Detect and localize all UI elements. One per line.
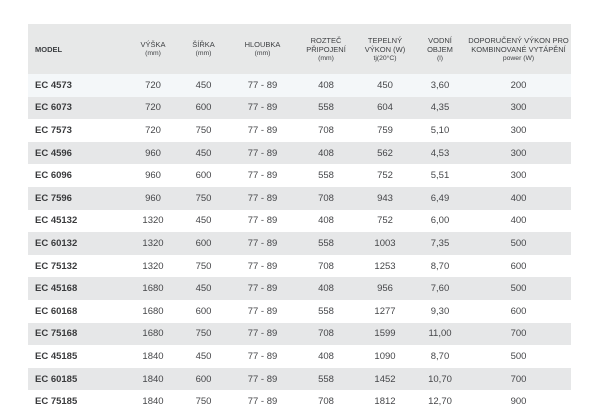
- cell-objem: 5,51: [430, 170, 450, 182]
- cell-vykon: 759: [377, 124, 393, 136]
- cell-roztec: 408: [318, 350, 334, 362]
- table-row: [28, 119, 571, 142]
- header-roztec-label-2: PŘIPOJENÍ: [306, 44, 346, 54]
- cell-hloubka: 77 - 89: [247, 350, 278, 362]
- header-sirka-unit: (mm): [195, 50, 212, 57]
- table-row: [28, 187, 571, 210]
- cell-objem: 6,00: [430, 215, 450, 227]
- cell-roztec: 708: [318, 328, 334, 340]
- header-tepelny-label-2: VÝKON (W): [364, 44, 406, 54]
- header-tepelny-label: TEPELNÝ: [367, 35, 403, 45]
- cell-hloubka: 77 - 89: [247, 260, 278, 272]
- header-doporuceny-label-2: KOMBINOVANÉ VYTÁPĚNÍ: [471, 44, 566, 54]
- cell-model: EC 60185: [35, 373, 78, 385]
- cell-doporuceny: 300: [510, 124, 527, 136]
- table-row: [28, 142, 571, 165]
- header-sirka-label: ŠÍŘKA: [192, 40, 215, 49]
- cell-sirka: 600: [195, 305, 212, 317]
- cell-hloubka: 77 - 89: [247, 305, 278, 317]
- table-row: [28, 390, 571, 413]
- cell-hloubka: 77 - 89: [247, 147, 278, 159]
- cell-objem: 9,30: [430, 305, 450, 317]
- cell-vykon: 1003: [374, 237, 396, 249]
- cell-hloubka: 77 - 89: [247, 373, 278, 385]
- cell-vykon: 752: [377, 170, 393, 182]
- cell-hloubka: 77 - 89: [247, 192, 278, 204]
- header-tepelny: [356, 24, 414, 74]
- cell-vyska: 720: [145, 124, 161, 136]
- cell-roztec: 558: [318, 373, 334, 385]
- cell-objem: 4,35: [430, 102, 450, 114]
- header-tepelny-unit: tj(20°C): [373, 54, 397, 62]
- cell-hloubka: 77 - 89: [247, 215, 278, 227]
- header-hloubka: [229, 24, 296, 74]
- cell-vykon: 956: [377, 283, 393, 295]
- cell-model: EC 4573: [35, 79, 72, 91]
- cell-model: EC 75132: [35, 260, 78, 272]
- cell-doporuceny: 300: [510, 170, 527, 182]
- cell-vykon: 1253: [374, 260, 396, 272]
- table-row: [28, 74, 571, 97]
- cell-vyska: 1840: [142, 350, 164, 362]
- cell-vyska: 1680: [142, 283, 164, 295]
- cell-doporuceny: 700: [510, 373, 527, 385]
- cell-model: EC 45132: [35, 215, 78, 227]
- header-sirka: [178, 24, 229, 74]
- cell-vykon: 562: [377, 147, 393, 159]
- cell-objem: 7,60: [430, 283, 450, 295]
- cell-model: EC 60168: [35, 305, 78, 317]
- cell-roztec: 408: [318, 147, 334, 159]
- cell-doporuceny: 400: [510, 192, 527, 204]
- cell-sirka: 750: [195, 192, 212, 204]
- cell-roztec: 408: [318, 79, 334, 91]
- cell-roztec: 408: [318, 283, 334, 295]
- cell-vyska: 1320: [142, 237, 164, 249]
- cell-roztec: 558: [318, 237, 334, 249]
- radiator-spec-table: [28, 24, 571, 413]
- header-vodni: [414, 24, 466, 74]
- header-hloubka-unit: (mm): [254, 50, 271, 57]
- cell-objem: 8,70: [430, 350, 450, 362]
- cell-hloubka: 77 - 89: [247, 79, 278, 91]
- cell-sirka: 600: [195, 170, 212, 182]
- cell-model: EC 7573: [35, 124, 72, 136]
- cell-doporuceny: 400: [510, 215, 527, 227]
- cell-vyska: 1680: [142, 305, 164, 317]
- cell-vyska: 1320: [142, 260, 164, 272]
- cell-sirka: 750: [195, 260, 212, 272]
- cell-doporuceny: 500: [510, 237, 527, 249]
- header-row: [28, 24, 571, 74]
- cell-hloubka: 77 - 89: [247, 396, 278, 408]
- cell-doporuceny: 600: [510, 260, 527, 272]
- header-vodni-label-2: OBJEM: [427, 44, 453, 54]
- cell-doporuceny: 200: [510, 79, 527, 91]
- cell-doporuceny: 500: [510, 350, 527, 362]
- header-vodni-label: VODNÍ: [428, 35, 452, 45]
- cell-vyska: 960: [145, 192, 161, 204]
- cell-objem: 12,70: [428, 396, 452, 408]
- table-header: [28, 24, 571, 74]
- cell-vykon: 1277: [374, 305, 396, 317]
- cell-vykon: 1452: [374, 373, 396, 385]
- radiator-spec-table-container: [28, 24, 571, 413]
- table-row: [28, 164, 571, 187]
- cell-hloubka: 77 - 89: [247, 283, 278, 295]
- cell-vykon: 604: [377, 102, 393, 114]
- cell-vykon: 752: [377, 215, 393, 227]
- table-row: [28, 255, 571, 278]
- cell-vykon: 1812: [374, 396, 396, 408]
- header-vyska-label: VÝŠKA: [140, 40, 166, 49]
- cell-roztec: 708: [318, 260, 334, 272]
- cell-objem: 11,00: [428, 328, 452, 340]
- cell-model: EC 75185: [35, 396, 78, 408]
- cell-hloubka: 77 - 89: [247, 102, 278, 114]
- cell-objem: 10,70: [428, 373, 452, 385]
- cell-model: EC 7596: [35, 192, 72, 204]
- header-roztec: [296, 24, 356, 74]
- header-vyska: [128, 24, 178, 74]
- cell-vykon: 943: [377, 192, 393, 204]
- cell-objem: 7,35: [430, 237, 450, 249]
- table-row: [28, 368, 571, 391]
- cell-doporuceny: 900: [510, 396, 527, 408]
- cell-roztec: 558: [318, 102, 334, 114]
- cell-vyska: 1320: [142, 215, 164, 227]
- cell-vyska: 1680: [142, 328, 164, 340]
- cell-objem: 3,60: [430, 79, 450, 91]
- cell-doporuceny: 500: [510, 283, 527, 295]
- header-vyska-unit: (mm): [145, 50, 161, 57]
- cell-vykon: 1599: [374, 328, 396, 340]
- cell-model: EC 45185: [35, 350, 78, 362]
- header-hloubka-label: HLOUBKA: [244, 40, 281, 49]
- header-vodni-unit: (l): [436, 54, 444, 62]
- cell-sirka: 600: [195, 373, 212, 385]
- cell-objem: 8,70: [430, 260, 450, 272]
- table-row: [28, 323, 571, 346]
- cell-sirka: 450: [195, 283, 212, 295]
- cell-sirka: 450: [195, 215, 212, 227]
- header-doporuceny-label: DOPORUČENÝ VÝKON PRO: [468, 35, 569, 45]
- cell-objem: 5,10: [430, 124, 450, 136]
- cell-roztec: 558: [318, 305, 334, 317]
- cell-doporuceny: 300: [510, 147, 527, 159]
- cell-model: EC 6096: [35, 170, 72, 182]
- cell-sirka: 600: [195, 237, 212, 249]
- header-model: MODEL: [35, 44, 63, 54]
- table-row: [28, 277, 571, 300]
- cell-roztec: 708: [318, 124, 334, 136]
- header-doporuceny: [466, 24, 571, 74]
- cell-vykon: 450: [377, 79, 393, 91]
- cell-vyska: 1840: [142, 396, 164, 408]
- header-roztec-label: ROZTEČ: [310, 35, 342, 45]
- cell-model: EC 6073: [35, 102, 72, 114]
- header-roztec-unit: (mm): [318, 54, 334, 62]
- cell-model: EC 60132: [35, 237, 78, 249]
- cell-vyska: 720: [145, 102, 161, 114]
- cell-hloubka: 77 - 89: [247, 328, 278, 340]
- cell-sirka: 450: [195, 79, 212, 91]
- cell-sirka: 750: [195, 396, 212, 408]
- table-body: [28, 74, 571, 413]
- cell-roztec: 708: [318, 396, 334, 408]
- header-doporuceny-unit: power (W): [502, 54, 535, 62]
- table-row: [28, 97, 571, 120]
- cell-doporuceny: 300: [510, 102, 527, 114]
- cell-vyska: 720: [145, 79, 161, 91]
- cell-model: EC 75168: [35, 328, 78, 340]
- cell-model: EC 45168: [35, 283, 78, 295]
- cell-vyska: 1840: [142, 373, 164, 385]
- cell-sirka: 750: [195, 328, 212, 340]
- cell-roztec: 708: [318, 192, 334, 204]
- cell-sirka: 450: [195, 147, 212, 159]
- cell-sirka: 750: [195, 124, 212, 136]
- table-row: [28, 300, 571, 323]
- cell-hloubka: 77 - 89: [247, 170, 278, 182]
- cell-vykon: 1090: [374, 350, 396, 362]
- cell-sirka: 450: [195, 350, 212, 362]
- cell-model: EC 4596: [35, 147, 72, 159]
- cell-objem: 6,49: [430, 192, 450, 204]
- table-row: [28, 210, 571, 233]
- cell-objem: 4,53: [430, 147, 450, 159]
- cell-vyska: 960: [145, 170, 161, 182]
- cell-doporuceny: 700: [510, 328, 527, 340]
- table-row: [28, 345, 571, 368]
- cell-roztec: 408: [318, 215, 334, 227]
- cell-hloubka: 77 - 89: [247, 124, 278, 136]
- cell-vyska: 960: [145, 147, 161, 159]
- cell-sirka: 600: [195, 102, 212, 114]
- cell-doporuceny: 600: [510, 305, 527, 317]
- cell-roztec: 558: [318, 170, 334, 182]
- table-row: [28, 232, 571, 255]
- cell-hloubka: 77 - 89: [247, 237, 278, 249]
